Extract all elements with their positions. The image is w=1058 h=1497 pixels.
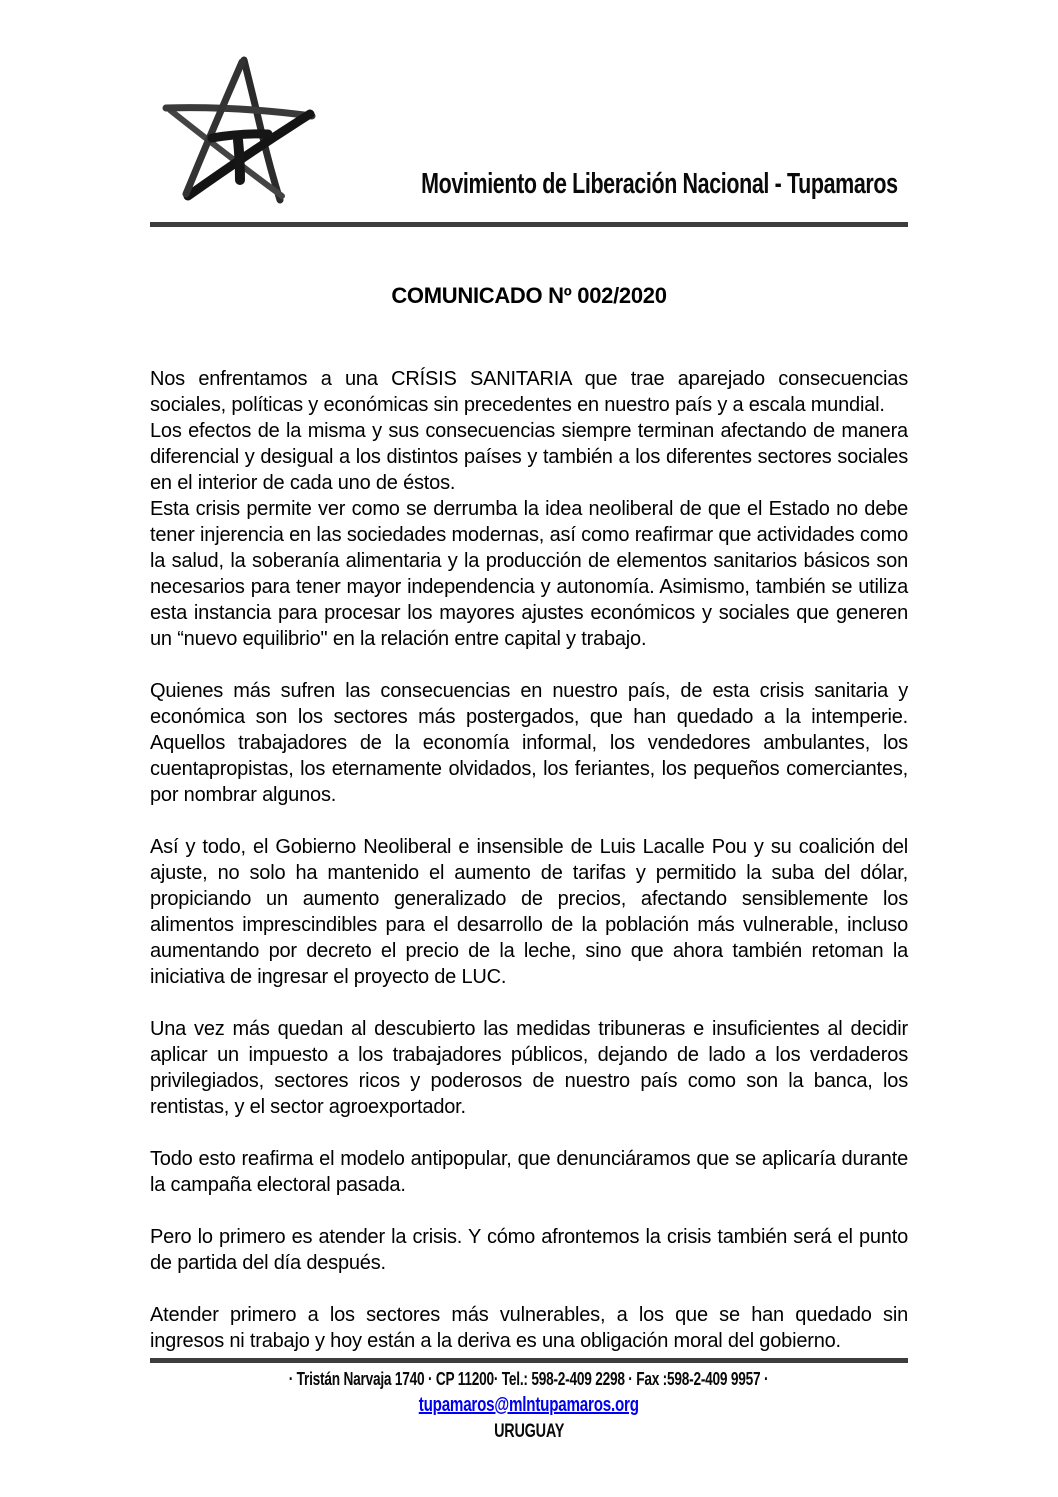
paragraph-9: Atender primero a los sectores más vulnerables, a los que se han quedado sin ingresos ni trabajo y hoy están a la deriva es una obligación moral del gobierno. xyxy=(150,1304,908,1352)
paragraph-2: Los efectos de la misma y sus consecuencias siempre terminan afectando de manera diferencial y desigual a los distintos países y también a los diferentes sectores sociales en el interior de cada uno de éstos. xyxy=(150,420,908,494)
org-name: Movimiento de Liberación Nacional - Tupamaros xyxy=(421,168,898,200)
letterhead xyxy=(150,168,908,201)
paragraph-3: Esta crisis permite ver como se derrumba la idea neoliberal de que el Estado no debe tener injerencia en las sociedades modernas, así como reafirmar que actividades como la salud, la soberanía alimentaria y la producción de elementos sanitarios básicos son necesarios para tener mayor independencia y autonomía. Asimismo, también se utiliza esta instancia para procesar los mayores ajustes económicos y sociales que generen un “nuevo equilibrio" en la relación entre capital y trabajo. xyxy=(150,498,908,650)
paragraph-8: Pero lo primero es atender la crisis. Y cómo afrontemos la crisis también será el punto de partida del día después. xyxy=(150,1226,908,1274)
letter-body xyxy=(150,283,908,1354)
footer-email-link[interactable]: tupamaros@mlntupamaros.org xyxy=(418,1394,640,1416)
footer-email-line xyxy=(150,1393,908,1419)
footer-country-line xyxy=(150,1419,908,1445)
document-title: COMUNICADO Nº 002/2020 xyxy=(391,283,667,308)
paragraph-4: Quienes más sufren las consecuencias en nuestro país, de esta crisis sanitaria y económica son los sectores más postergados, que han quedado a la intemperie. Aquellos trabajadores de la economía informal, los vendedores ambulantes, los cuentapropistas, los eternamente olvidados, los feriantes, los pequeños comerciantes, por nombrar algunos. xyxy=(150,680,908,806)
footer-divider xyxy=(150,1358,908,1363)
footer-address-text: · Tristán Narvaja 1740 · CP 11200· Tel.: 598-2-409 2298 · Fax :598-2-409 9957 · xyxy=(289,1369,769,1389)
letter-footer xyxy=(150,1367,908,1445)
header-divider xyxy=(150,222,908,227)
footer-country-text: URUGUAY xyxy=(493,1421,565,1442)
paragraph-5: Así y todo, el Gobierno Neoliberal e insensible de Luis Lacalle Pou y su coalición del ajuste, no solo ha mantenido el aumento de tarifas y permitido la suba del dólar, propiciando un aumento generalizado de precios, afectando sensiblemente los alimentos imprescindibles para el desarrollo de la población más vulnerable, incluso aumentando por decreto el precio de la leche, sino que ahora también retoman la iniciativa de ingresar el proyecto de LUC. xyxy=(150,836,908,988)
paragraph-6: Una vez más quedan al descubierto las medidas tribuneras e insuficientes al decidir aplicar un impuesto a los trabajadores públicos, dejando de lado a los verdaderos privilegiados, sectores ricos y poderosos de nuestro país como son la banca, los rentistas, y el sector agroexportador. xyxy=(150,1018,908,1118)
paragraph-1: Nos enfrentamos a una CRÍSIS SANITARIA que trae aparejado consecuencias sociales, políticas y económicas sin precedentes en nuestro país y a escala mundial. xyxy=(150,368,908,416)
paragraph-7: Todo esto reafirma el modelo antipopular, que denunciáramos que se aplicaría durante la campaña electoral pasada. xyxy=(150,1148,908,1196)
footer-address-line xyxy=(150,1367,908,1393)
